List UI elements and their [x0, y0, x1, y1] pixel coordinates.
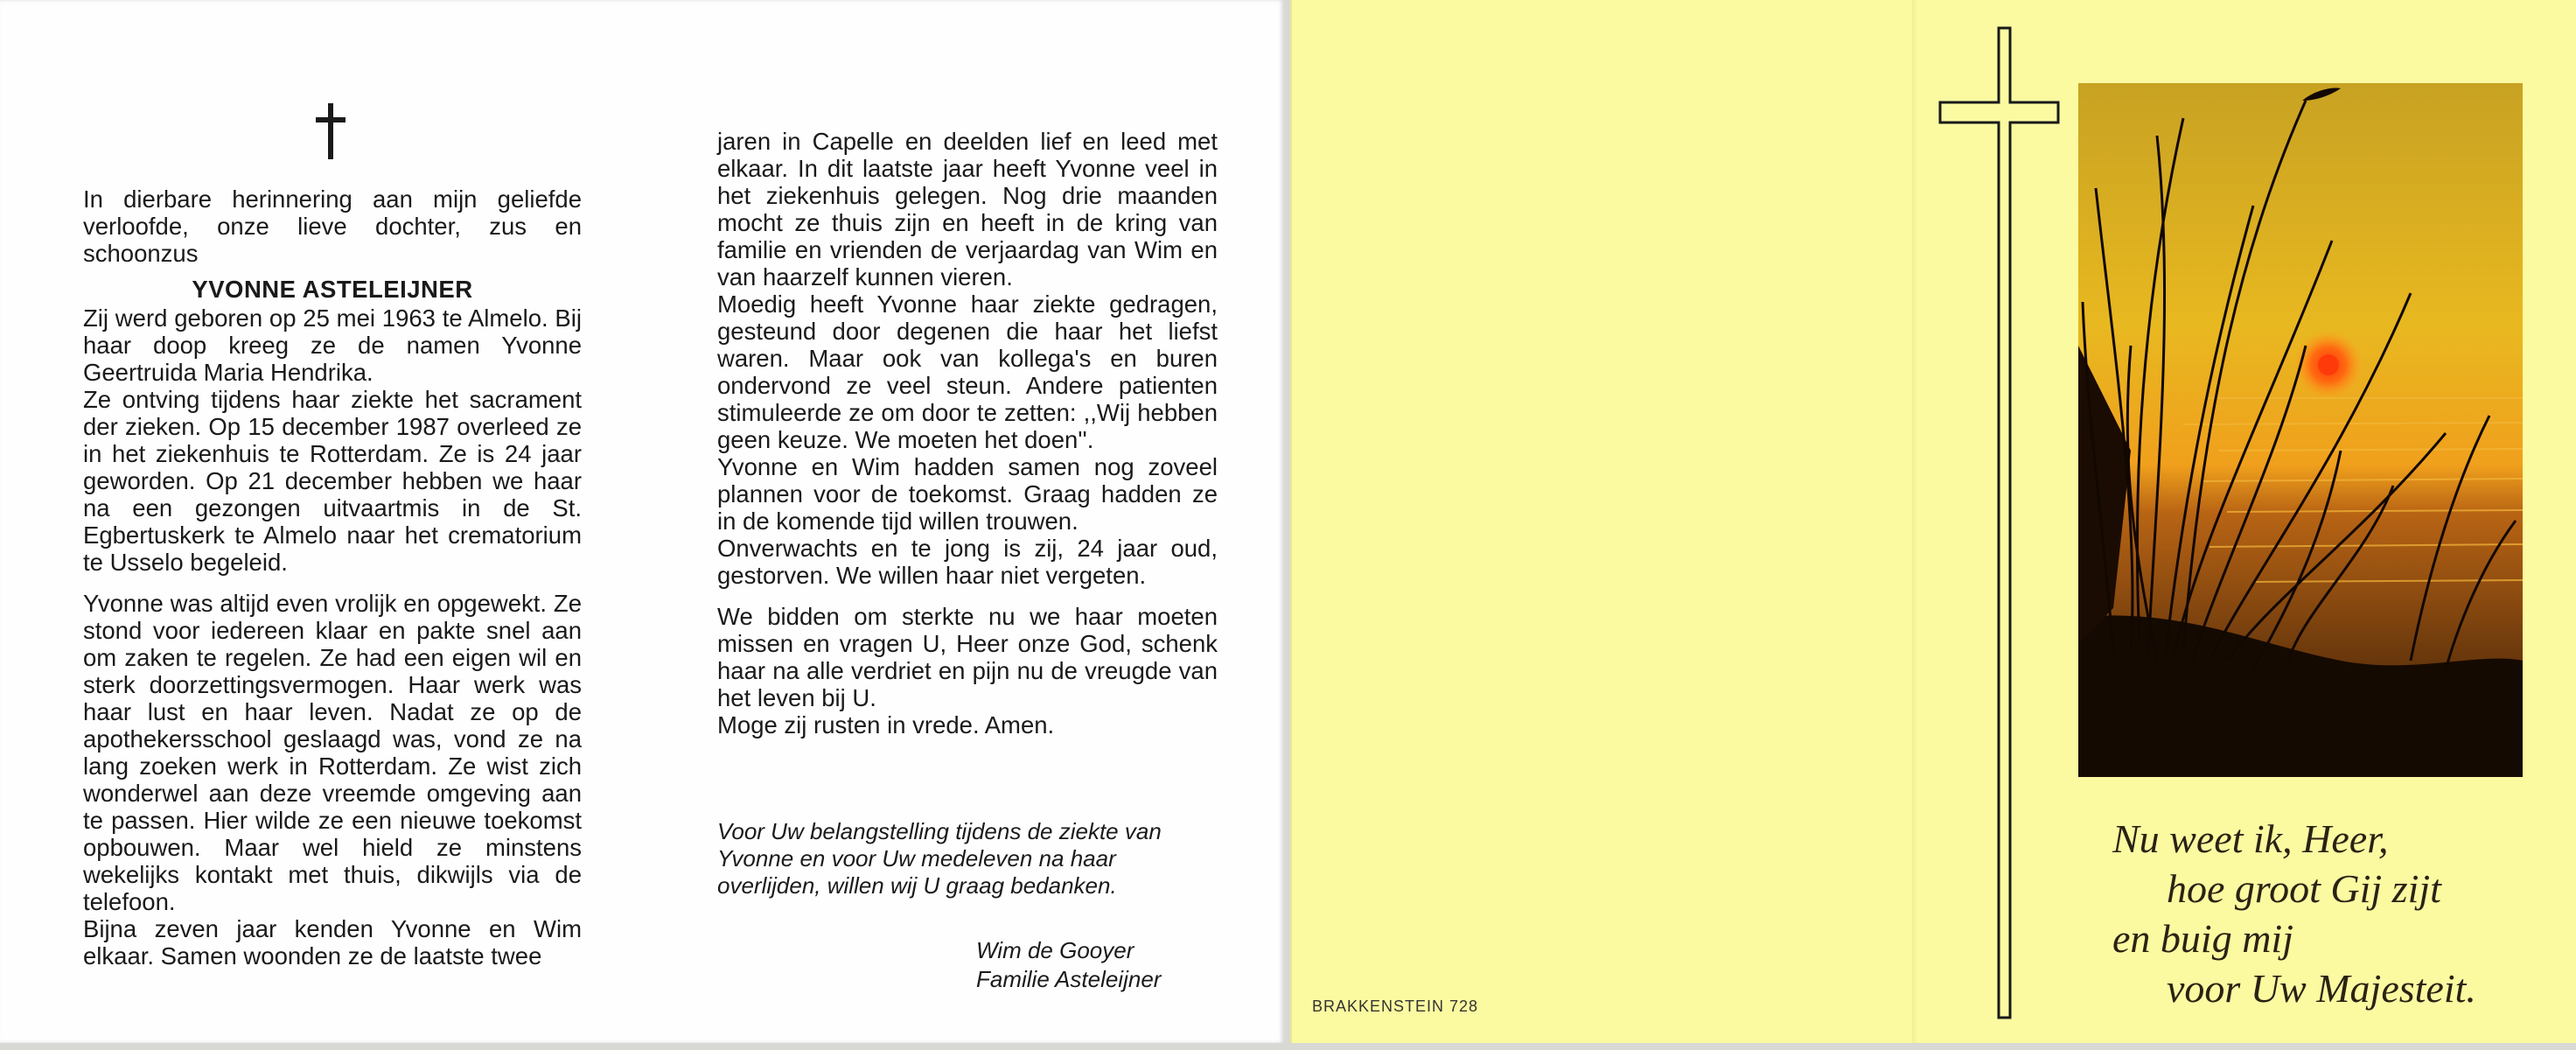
verse-line: Nu weet ik, Heer, — [2112, 816, 2389, 861]
fold-line — [1912, 0, 1917, 1043]
paragraph: Moedig heeft Yvonne haar ziekte gedragen, gesteund door degenen die haar het liefst waren. Maar ook van kollega's en buren ondervond ze veel steun. Andere patienten stimuleerde ze om door te zetten: ,,Wij hebben geen keuze. We moeten het doen''. — [717, 290, 1218, 453]
cross-icon — [311, 103, 351, 159]
outline-cross-icon — [1933, 26, 2064, 1019]
verse-text — [2112, 814, 2476, 1013]
intro-text: In dierbare herinnering aan mijn geliefde verloofde, onze lieve dochter, zus en schoonzus — [83, 186, 582, 267]
verse-line: voor Uw Majesteit. — [2167, 966, 2476, 1011]
verse-line: en buig mij — [2112, 916, 2293, 961]
sunset-reeds-photo — [2078, 83, 2523, 777]
verse-line: hoe groot Gij zijt — [2167, 866, 2441, 911]
paragraph: Yvonne en Wim hadden samen nog zoveel plannen voor de toekomst. Graag hadden ze in de komende tijd willen trouwen. — [717, 453, 1218, 535]
signature-line: Familie Asteleijner — [976, 966, 1162, 992]
thanks-note: Voor Uw belangstelling tijdens de ziekte van Yvonne en voor Uw medeleven na haar overlijden, willen wij U graag bedanken. — [717, 818, 1162, 899]
paragraph: jaren in Capelle en deelden lief en leed met elkaar. In dit laatste jaar heeft Yvonne veel in het ziekenhuis gelegen. Nog drie maanden mocht ze thuis zijn en heeft in de kring van familie en vrienden de verjaardag van Wim en van haarzelf kunnen vieren. — [717, 128, 1218, 290]
left-card-panel — [0, 0, 1284, 1043]
paragraph: Moge zij rusten in vrede. Amen. — [717, 711, 1055, 738]
paragraph: Bijna zeven jaar kenden Yvonne en Wim elkaar. Samen woonden ze de laatste twee — [83, 915, 582, 970]
printer-code: BRAKKENSTEIN 728 — [1312, 998, 1479, 1015]
text-column-left — [83, 186, 582, 970]
paragraph: We bidden om sterkte nu we haar moeten missen en vragen U, Heer onze God, schenk haar na alle verdriet en pijn nu de vreugde van het leven bij U. — [717, 603, 1218, 711]
signature-line: Wim de Gooyer — [976, 937, 1134, 963]
paragraph: Yvonne was altijd even vrolijk en opgewekt. Ze stond voor iedereen klaar en pakte snel aan om zaken te regelen. Ze had een eigen wil en sterk doorzettingsvermogen. Haar werk was haar lust en haar leven. Nadat ze op de apothekersschool geslaagd was, vond ze na lang zoeken werk in Rotterdam. Ze wist zich wonderwel aan deze vreemde omgeving aan te passen. Hier wilde ze een nieuwe toekomst opbouwen. Maar wel hield ze minstens wekelijks kontakt met thuis, dikwijls via de telefoon. — [83, 590, 582, 915]
deceased-name: YVONNE ASTELEIJNER — [192, 276, 473, 303]
paragraph: Zij werd geboren op 25 mei 1963 te Almelo. Bij haar doop kreeg ze de namen Yvonne Geertruida Maria Hendrika. — [83, 304, 582, 386]
signature-block — [976, 936, 1161, 994]
text-column-right — [717, 128, 1218, 738]
paragraph: Ze ontving tijdens haar ziekte het sacrament der zieken. Op 15 december 1987 overleed ze in het ziekenhuis te Rotterdam. Ze is 24 jaar geworden. Op 21 december hebben we haar na een gezongen uitvaartmis in de St. Egbertuskerk te Almelo naar het crematorium te Usselo begeleid. — [83, 386, 582, 576]
paragraph: Onverwachts en te jong is zij, 24 jaar oud, gestorven. We willen haar niet vergeten. — [717, 535, 1218, 589]
